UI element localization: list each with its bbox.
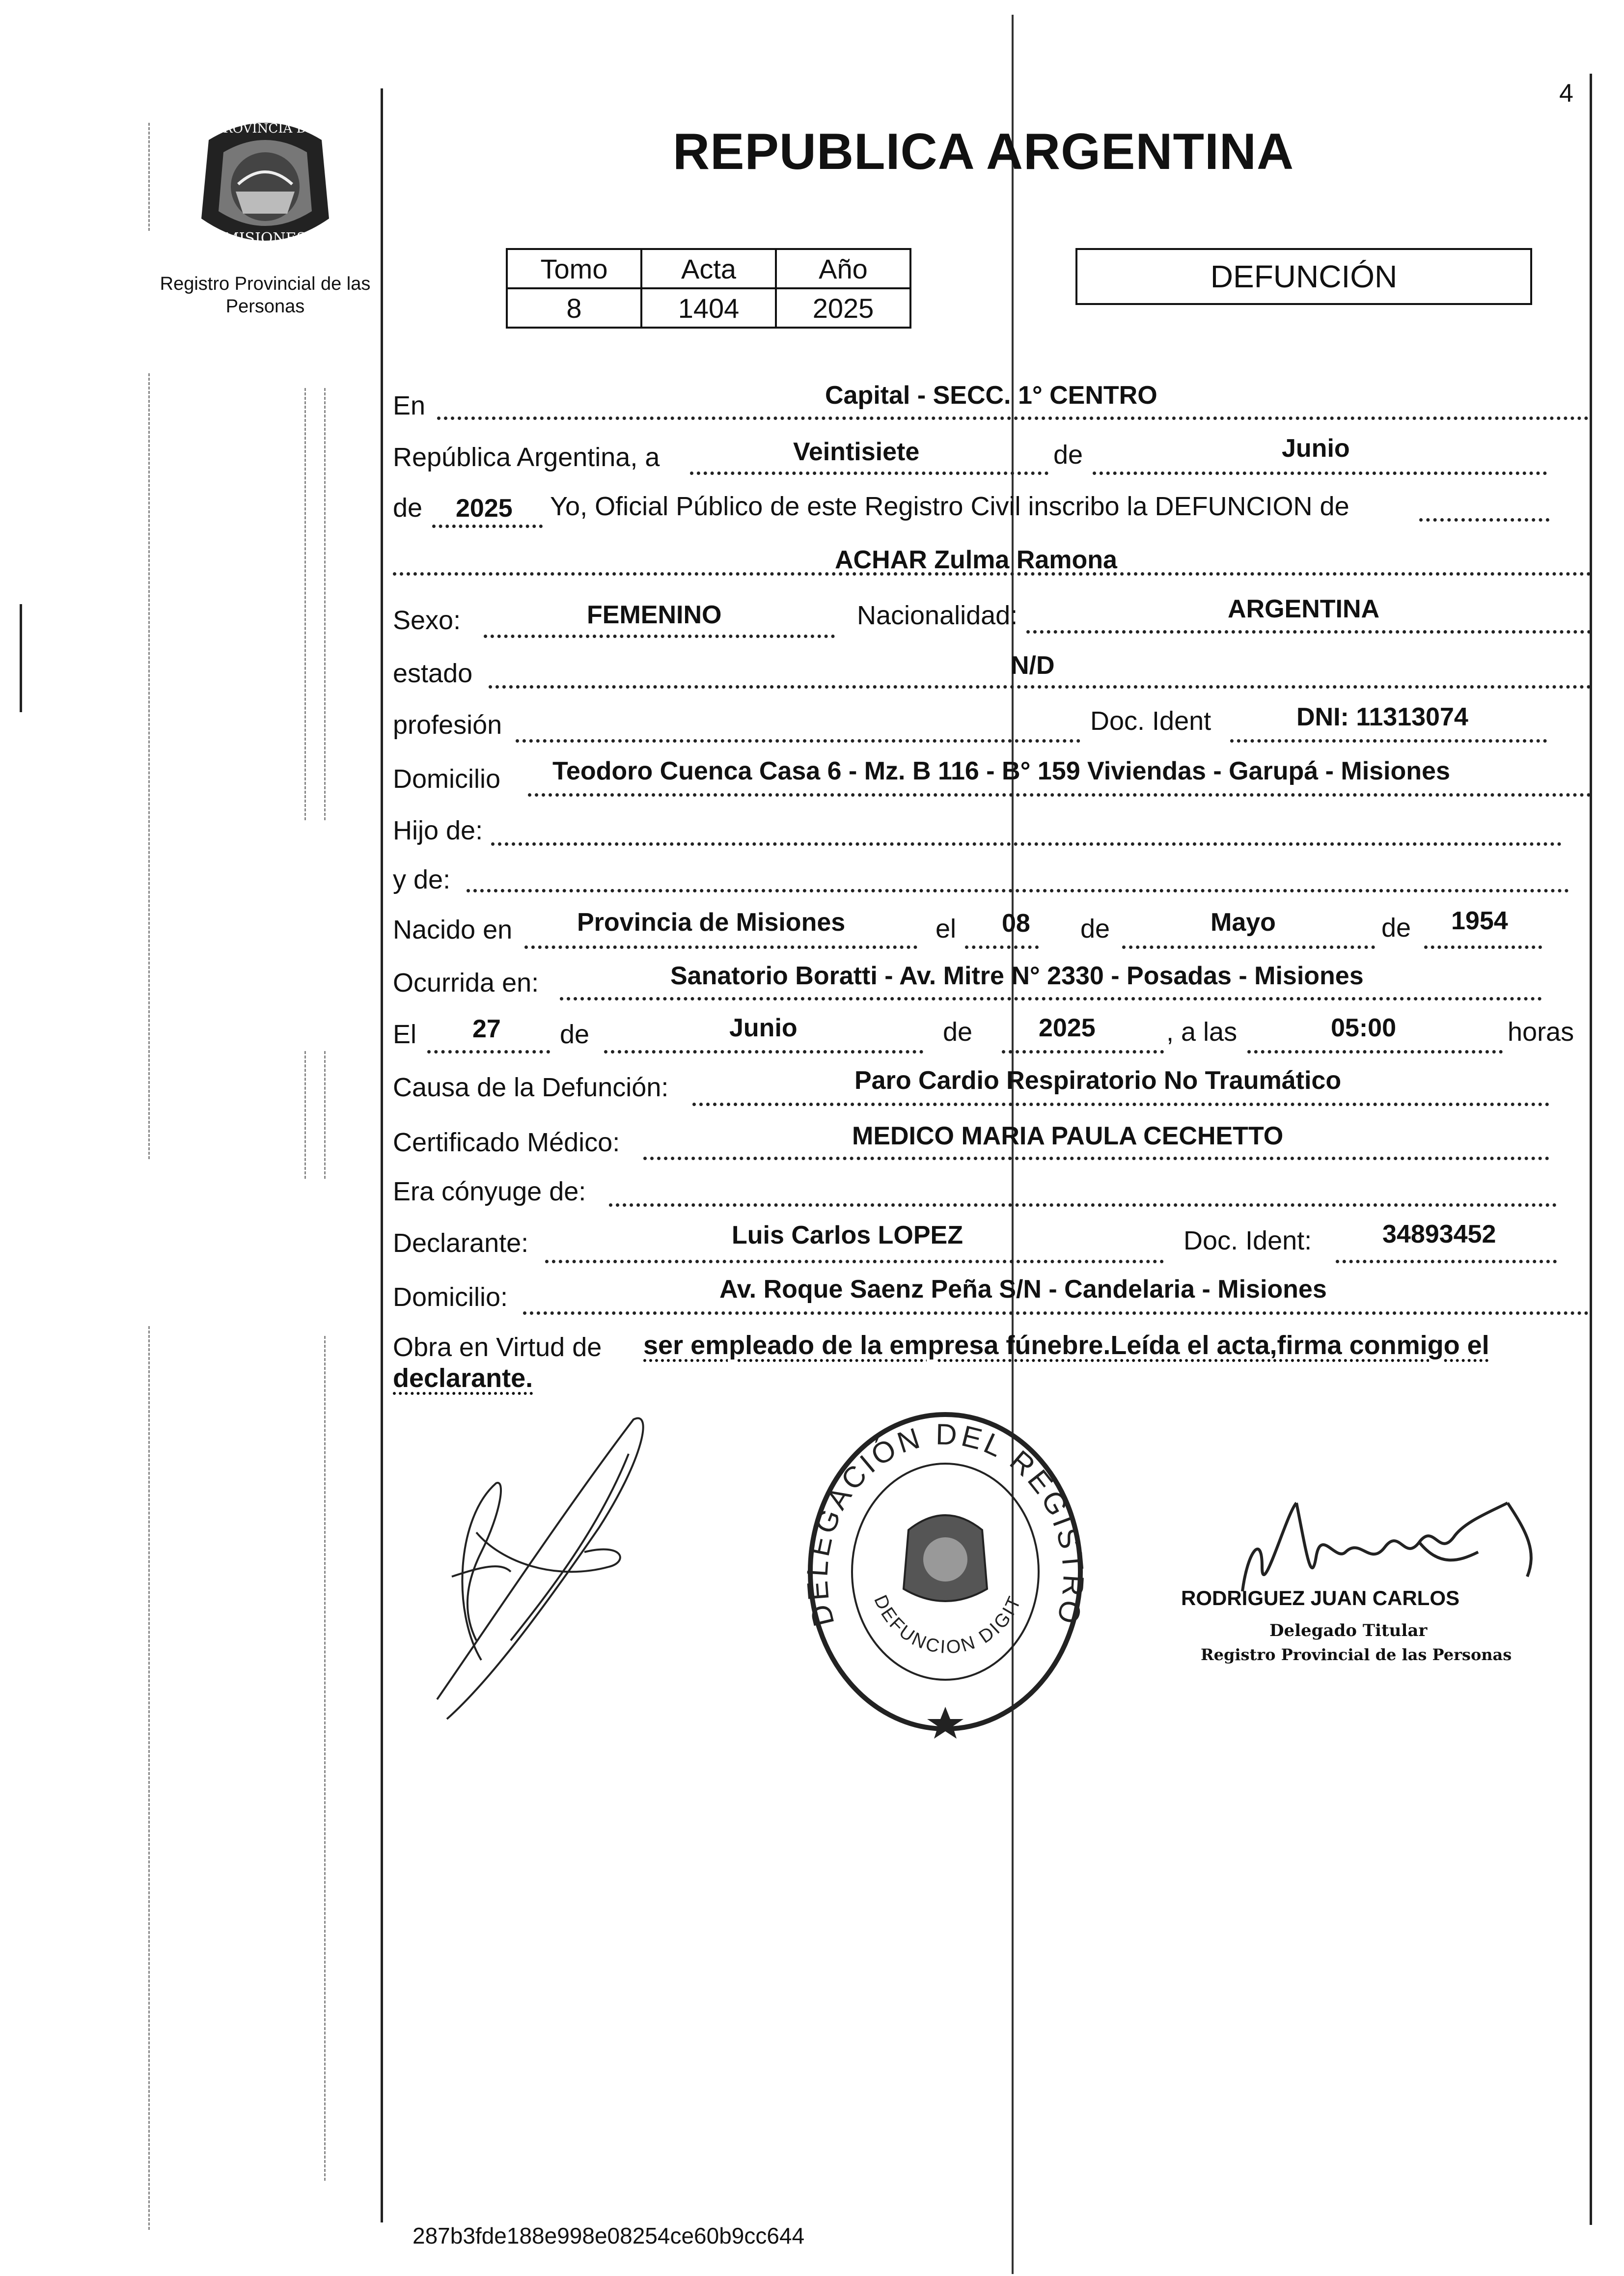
conyuge-label: Era cónyuge de:	[393, 1177, 586, 1206]
y-de-label: y de:	[393, 865, 451, 894]
ocurrida-label: Ocurrida en:	[393, 968, 539, 998]
margin-dash-1	[148, 123, 150, 231]
death-year: 2025	[1039, 1014, 1096, 1042]
birth-month: Mayo	[1211, 908, 1276, 937]
year-value: 2025	[456, 494, 513, 523]
domicilio-value: Teodoro Cuenca Casa 6 - Mz. B 116 - B° 159 Viviendas - Garupá - Misiones	[552, 757, 1450, 785]
de-label-2: de	[393, 493, 423, 523]
sexo-value: FEMENINO	[587, 601, 722, 629]
birth-year: 1954	[1451, 907, 1508, 935]
decl-domicilio-line	[523, 1311, 1589, 1315]
birth-de-label-2: de	[1381, 913, 1411, 943]
certificado-line	[643, 1157, 1549, 1160]
margin-dash-7	[324, 1051, 326, 1179]
death-year-line	[1002, 1050, 1164, 1054]
de-label-1: de	[1053, 440, 1083, 470]
decl-doc-value: 34893452	[1382, 1220, 1496, 1249]
nacionalidad-line	[1026, 630, 1591, 634]
table-value-acta: 1404	[641, 288, 776, 328]
official-office: Registro Provincial de las Personas	[1201, 1645, 1512, 1664]
causa-value: Paro Cardio Respiratorio No Traumático	[854, 1066, 1342, 1095]
ocurrida-line	[560, 997, 1542, 1000]
table-header-acta: Acta	[641, 249, 776, 288]
hijo-label: Hijo de:	[393, 816, 483, 845]
doc-ident-value: DNI: 11313074	[1296, 703, 1468, 731]
page-border-right	[1590, 74, 1592, 2225]
estado-line	[489, 685, 1591, 689]
causa-line	[692, 1103, 1549, 1106]
domicilio-line	[528, 793, 1591, 797]
record-table	[506, 248, 911, 329]
registry-seal	[800, 1402, 1090, 1741]
death-day: 27	[472, 1015, 501, 1043]
en-line	[437, 416, 1589, 420]
nacionalidad-value: ARGENTINA	[1228, 595, 1380, 623]
decl-doc-label: Doc. Ident:	[1184, 1226, 1312, 1255]
obra-value-line-1: ser empleado de la empresa fúnebre.Leída el acta,firma conmigo el	[643, 1331, 1489, 1360]
nacionalidad-label: Nacionalidad:	[857, 601, 1018, 630]
month-line	[1093, 472, 1547, 475]
oficial-trailing-line	[1419, 518, 1549, 522]
birth-de-label-1: de	[1080, 914, 1110, 944]
el-label: el	[936, 914, 957, 944]
decl-domicilio-label: Domicilio:	[393, 1282, 508, 1312]
death-time: 05:00	[1331, 1014, 1396, 1042]
en-label: En	[393, 391, 426, 420]
birth-year-line	[1424, 945, 1542, 949]
margin-dash-5	[324, 388, 326, 820]
death-day-line	[427, 1050, 550, 1054]
declarante-value: Luis Carlos LOPEZ	[732, 1221, 963, 1249]
margin-dash-3	[148, 1326, 150, 2230]
causa-label: Causa de la Defunción:	[393, 1073, 669, 1102]
y-de-line	[467, 889, 1569, 892]
page-border-left	[381, 88, 383, 2222]
death-de-label-1: de	[560, 1020, 590, 1049]
sexo-label: Sexo:	[393, 606, 461, 635]
doc-ident-label: Doc. Ident	[1090, 706, 1211, 736]
document-hash: 287b3fde188e998e08254ce60b9cc644	[413, 2223, 805, 2248]
official-title: Delegado Titular	[1269, 1621, 1428, 1640]
nacido-label: Nacido en	[393, 915, 513, 944]
decl-domicilio-value: Av. Roque Saenz Peña S/N - Candelaria - Misiones	[719, 1275, 1327, 1304]
death-month-line	[604, 1050, 923, 1054]
misiones-crest-logo	[189, 106, 341, 258]
seal-inner-text: DEFUNCION DIGIT	[870, 1592, 1025, 1658]
record-type: DEFUNCIÓN	[1210, 259, 1398, 294]
deceased-name: ACHAR Zulma Ramona	[835, 546, 1117, 574]
domicilio-label: Domicilio	[393, 764, 501, 794]
logo-banner-top: PROVINCIA DE	[214, 121, 316, 136]
sexo-line	[484, 635, 835, 638]
birth-month-line	[1122, 945, 1375, 949]
oficial-text: Yo, Oficial Público de este Registro Civil inscribo la DEFUNCION de	[550, 492, 1349, 521]
obra-label: Obra en Virtud de	[393, 1332, 602, 1362]
table-value-anio: 2025	[776, 288, 910, 328]
el2-label: El	[393, 1020, 417, 1049]
a-las-label: , a las	[1166, 1017, 1238, 1047]
ocurrida-value: Sanatorio Boratti - Av. Mitre N° 2330 - Posadas - Misiones	[670, 962, 1364, 990]
decl-doc-line	[1336, 1260, 1557, 1263]
margin-dash-2	[148, 373, 150, 1159]
doc-ident-line	[1230, 739, 1547, 743]
registry-label: Registro Provincial de las Personas	[160, 274, 371, 317]
estado-label: estado	[393, 659, 473, 688]
margin-rule-left	[20, 604, 22, 712]
en-value: Capital - SECC. 1° CENTRO	[825, 381, 1157, 410]
birth-day-line	[965, 945, 1039, 949]
profesion-label: profesión	[393, 710, 502, 740]
margin-dash-4	[304, 388, 306, 820]
estado-value: N/D	[1011, 651, 1055, 680]
conyuge-line	[609, 1203, 1557, 1207]
official-signature	[1233, 1493, 1557, 1601]
seal-ring-text: DELEGACIÓN DEL REGISTRO	[800, 1417, 1090, 1630]
record-type-box	[1075, 248, 1532, 305]
margin-dash-6	[304, 1051, 306, 1179]
logo-banner-bottom: MISIONES	[223, 230, 307, 247]
table-header-anio: Año	[776, 249, 910, 288]
horas-label: horas	[1508, 1017, 1574, 1047]
table-header-tomo: Tomo	[507, 249, 641, 288]
obra-value-line-2: declarante.	[393, 1363, 533, 1393]
day-words-line	[690, 472, 1048, 475]
certificado-label: Certificado Médico:	[393, 1128, 620, 1157]
declarante-line	[545, 1260, 1164, 1263]
day-words: Veintisiete	[793, 438, 920, 466]
margin-dash-8	[324, 1336, 326, 2181]
death-month: Junio	[729, 1014, 798, 1042]
nacido-line	[524, 945, 917, 949]
declarante-label: Declarante:	[393, 1228, 529, 1258]
table-value-tomo: 8	[507, 288, 641, 328]
country-title: REPUBLICA ARGENTINA	[673, 123, 1294, 180]
year-line	[432, 525, 543, 528]
death-de-label-2: de	[943, 1017, 973, 1047]
birth-day: 08	[1002, 909, 1030, 938]
profesion-line	[516, 739, 1080, 743]
republica-label: República Argentina, a	[393, 443, 660, 472]
hijo-line	[491, 842, 1562, 846]
declarante-signature	[422, 1405, 658, 1739]
nacido-value: Provincia de Misiones	[577, 908, 846, 937]
certificado-value: MEDICO MARIA PAULA CECHETTO	[852, 1122, 1284, 1150]
month-value: Junio	[1282, 434, 1350, 463]
page-number: 4	[1559, 79, 1573, 108]
official-name: RODRIGUEZ JUAN CARLOS	[1181, 1586, 1460, 1610]
death-time-line	[1247, 1050, 1503, 1054]
